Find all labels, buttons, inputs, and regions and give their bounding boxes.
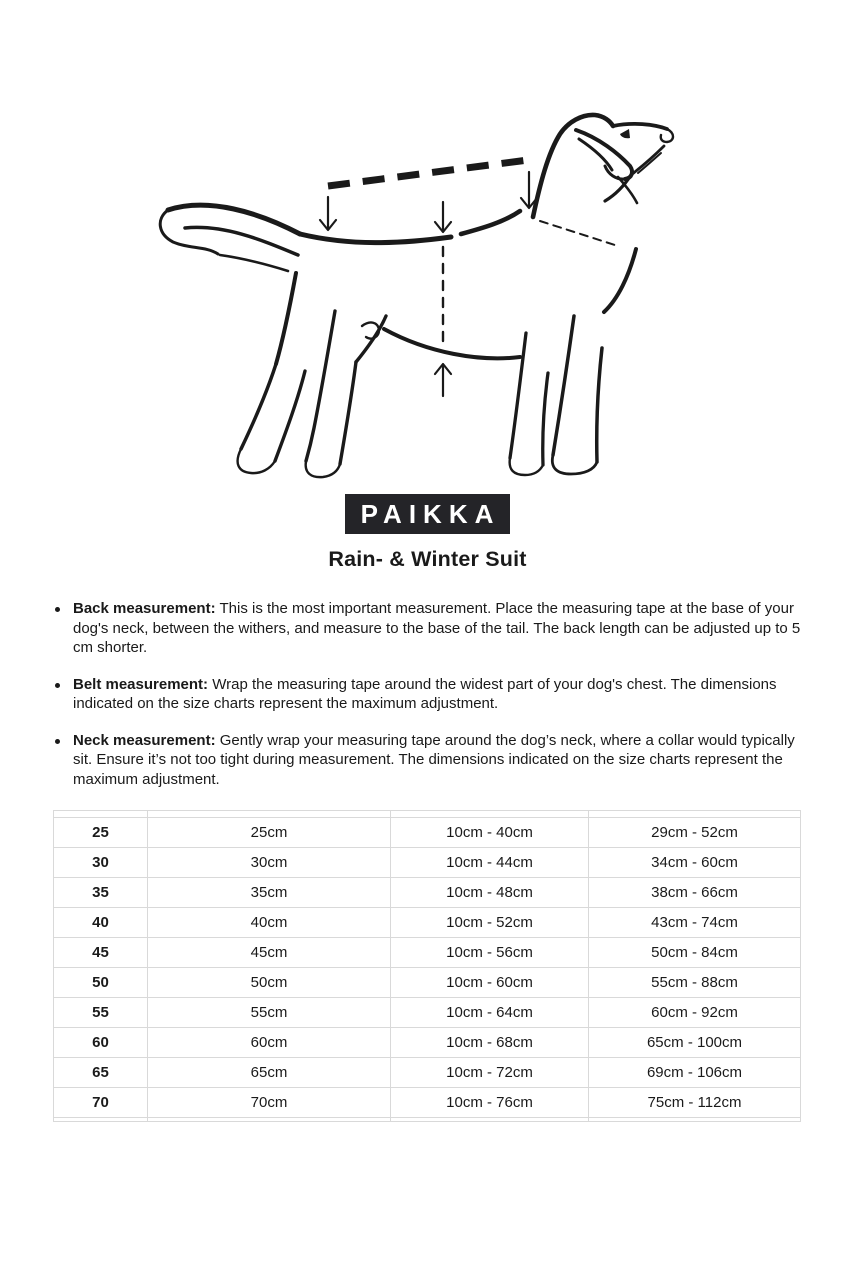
cell-range-2: 34cm - 60cm [589, 848, 801, 878]
bullet-label: Neck measurement: [73, 731, 216, 749]
table-row [54, 818, 801, 848]
cell-range-1: 10cm - 40cm [391, 818, 589, 848]
cropped-footer-row [54, 1118, 801, 1122]
bullet-text: Neck measurement: Gently wrap your measuring tape around the dog’s neck, where a collar would typically sit. Ensure it’s not too tight during measurement. The dimensions indicated on the size charts represent the maximum adjustment. [73, 731, 795, 788]
cell-size: 45 [54, 938, 148, 968]
cell-back-length: 45cm [148, 938, 391, 968]
size-chart-table [53, 810, 801, 1122]
bullet-neck-measurement [50, 731, 805, 790]
cell-range-1: 10cm - 60cm [391, 968, 589, 998]
bottom-whitespace [0, 1122, 855, 1287]
cell-back-length: 55cm [148, 998, 391, 1028]
cell-size: 70 [54, 1088, 148, 1118]
cell-range-1: 10cm - 48cm [391, 878, 589, 908]
cell-back-length: 70cm [148, 1088, 391, 1118]
logo-row [0, 494, 855, 534]
cell-size: 25 [54, 818, 148, 848]
back-arrow-left [320, 197, 336, 230]
cropped-header-row [54, 811, 801, 818]
bullet-label: Back measurement: [73, 600, 216, 617]
figure-section [0, 0, 855, 493]
cell-size: 40 [54, 908, 148, 938]
cell-range-1: 10cm - 44cm [391, 848, 589, 878]
table-row [54, 1058, 801, 1088]
neck-girth-dashed-line [540, 221, 618, 246]
cell-back-length: 50cm [148, 968, 391, 998]
back-arrow-right [521, 172, 537, 208]
cell-range-2: 38cm - 66cm [589, 878, 801, 908]
cell-range-2: 29cm - 52cm [589, 818, 801, 848]
bullet-belt-measurement [50, 675, 805, 714]
product-title: Rain- & Winter Suit [328, 547, 527, 571]
cell-range-2: 65cm - 100cm [589, 1028, 801, 1058]
table-row [54, 878, 801, 908]
cell-size: 30 [54, 848, 148, 878]
bullet-back-measurement [50, 599, 805, 658]
bullet-dot [55, 607, 60, 612]
bullet-label: Belt measurement: [73, 675, 209, 693]
cell-range-2: 43cm - 74cm [589, 908, 801, 938]
back-length-dashed-line [328, 160, 528, 186]
table-row [54, 1088, 801, 1118]
bullet-text: Back measurement: This is the most important measurement. Place the measuring tape at the base of your dog's neck, between the withers, and measure to the base of the tail. The back length can be adjusted up to 5 cm shorter. [73, 600, 801, 656]
cell-size: 55 [54, 998, 148, 1028]
cell-range-2: 75cm - 112cm [589, 1088, 801, 1118]
size-chart-body [54, 811, 801, 1122]
table-row [54, 938, 801, 968]
cell-range-1: 10cm - 52cm [391, 908, 589, 938]
measurement-instructions [50, 599, 805, 789]
bullet-dot [55, 739, 60, 744]
cell-range-1: 10cm - 56cm [391, 938, 589, 968]
dog-measurement-diagram [148, 98, 708, 493]
size-chart-section [53, 810, 855, 1122]
bullet-text: Belt measurement: Wrap the measuring tape around the widest part of your dog's chest. The dimensions indicated on the size charts represent the maximum adjustment. [73, 675, 777, 712]
brand-logo: PAIKKA [345, 494, 511, 534]
cell-back-length: 65cm [148, 1058, 391, 1088]
cell-back-length: 60cm [148, 1028, 391, 1058]
belt-arrow-down [435, 202, 451, 232]
cell-range-2: 55cm - 88cm [589, 968, 801, 998]
belt-arrow-up [435, 364, 451, 396]
table-row [54, 1028, 801, 1058]
cell-range-1: 10cm - 72cm [391, 1058, 589, 1088]
cell-size: 50 [54, 968, 148, 998]
cell-back-length: 35cm [148, 878, 391, 908]
table-row [54, 968, 801, 998]
cell-range-1: 10cm - 68cm [391, 1028, 589, 1058]
cell-back-length: 25cm [148, 818, 391, 848]
bullet-dot [55, 683, 60, 688]
cell-size: 35 [54, 878, 148, 908]
dog-eye [620, 129, 630, 138]
dog-outline [160, 115, 673, 477]
cell-range-2: 50cm - 84cm [589, 938, 801, 968]
cell-size: 60 [54, 1028, 148, 1058]
cell-range-1: 10cm - 64cm [391, 998, 589, 1028]
table-row [54, 998, 801, 1028]
cell-back-length: 40cm [148, 908, 391, 938]
cell-size: 65 [54, 1058, 148, 1088]
cell-range-2: 69cm - 106cm [589, 1058, 801, 1088]
cell-range-1: 10cm - 76cm [391, 1088, 589, 1118]
cell-back-length: 30cm [148, 848, 391, 878]
cell-range-2: 60cm - 92cm [589, 998, 801, 1028]
table-row [54, 848, 801, 878]
table-row [54, 908, 801, 938]
